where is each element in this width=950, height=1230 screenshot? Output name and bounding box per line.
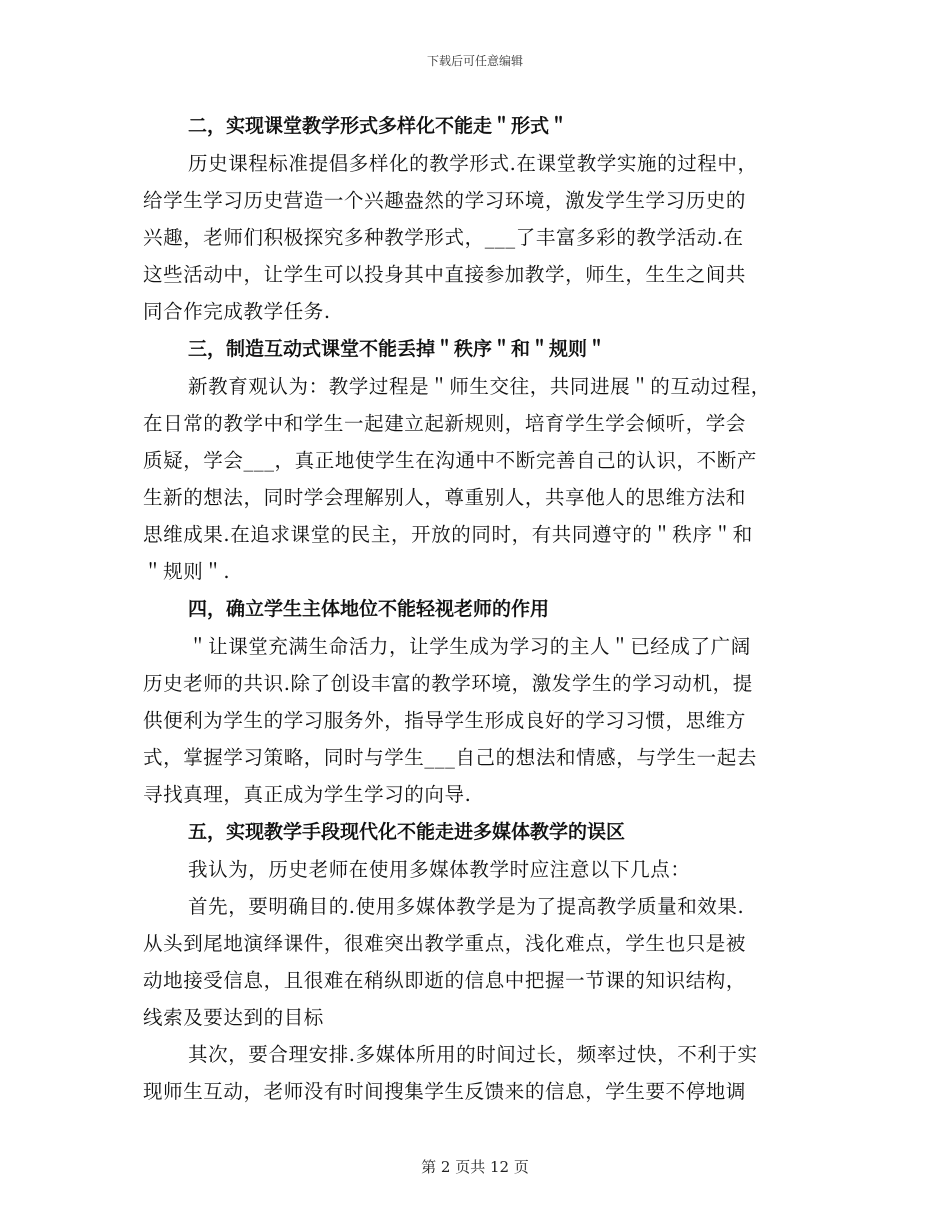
paragraph-line: 同合作完成教学任务. bbox=[143, 300, 331, 323]
page-header: 下载后可任意编辑 bbox=[426, 54, 523, 68]
paragraph-line: 寻找真理，真正成为学生学习的向导. bbox=[143, 783, 472, 806]
paragraph-line: 给学生学习历史营造一个兴趣盎然的学习环境，激发学生学习历史的 bbox=[143, 189, 747, 212]
section-heading: 二，实现课堂教学形式多样化不能走＂形式＂ bbox=[188, 115, 569, 137]
paragraph-line: 历史课程标准提倡多样化的教学形式.在课堂教学实施的过程中， bbox=[188, 152, 758, 175]
paragraph-line: 供便利为学生的学习服务外，指导学生形成良好的学习习惯，思维方 bbox=[143, 709, 747, 732]
paragraph-line: 首先，要明确目的.使用多媒体教学是为了提高教学质量和效果. bbox=[188, 895, 745, 918]
paragraph-line: 生新的想法，同时学会理解别人，尊重别人，共享他人的思维方法和 bbox=[143, 486, 747, 509]
section-heading: 四，确立学生主体地位不能轻视老师的作用 bbox=[188, 598, 550, 620]
paragraph-line: 线索及要达到的目标 bbox=[143, 1006, 324, 1029]
paragraph-line: 质疑，学会___，真正地使学生在沟通中不断完善自己的认识，不断产 bbox=[143, 449, 757, 472]
paragraph-line: 思维成果.在追求课堂的民主，开放的同时，有共同遵守的＂秩序＂和 bbox=[143, 523, 753, 546]
paragraph-line: 兴趣，老师们积极探究多种教学形式，___了丰富多彩的教学活动.在 bbox=[143, 226, 744, 249]
paragraph-line: 动地接受信息，且很难在稍纵即逝的信息中把握一节课的知识结构， bbox=[143, 969, 747, 992]
paragraph-line: 我认为，历史老师在使用多媒体教学时应注意以下几点： bbox=[188, 858, 691, 881]
section-heading: 三，制造互动式课堂不能丢掉＂秩序＂和＂规则＂ bbox=[188, 338, 607, 360]
paragraph-line: 新教育观认为：教学过程是＂师生交往，共同进展＂的互动过程， bbox=[188, 375, 771, 398]
paragraph-line: 在日常的教学中和学生一起建立起新规则，培育学生学会倾听，学会 bbox=[143, 412, 747, 435]
document-body bbox=[143, 107, 807, 1110]
paragraph-line: 历史老师的共识.除了创设丰富的教学环境，激发学生的学习动机，提 bbox=[143, 672, 753, 695]
section-heading: 五，实现教学手段现代化不能走进多媒体教学的误区 bbox=[188, 821, 626, 843]
paragraph-line: ＂让课堂充满生命活力，让学生成为学习的主人＂已经成了广阔 bbox=[188, 635, 751, 658]
paragraph-line: 式，掌握学习策略，同时与学生___自己的想法和情感，与学生一起去 bbox=[143, 746, 757, 769]
paragraph-line: 其次，要合理安排.多媒体所用的时间过长，频率过快，不利于实 bbox=[188, 1043, 758, 1066]
page-footer: 第 2 页共 12 页 bbox=[421, 1158, 529, 1176]
paragraph-line: ＂规则＂. bbox=[143, 560, 231, 583]
paragraph-line: 现师生互动，老师没有时间搜集学生反馈来的信息，学生要不停地调 bbox=[143, 1080, 747, 1103]
paragraph-line: 从头到尾地演绎课件，很难突出教学重点，浅化难点，学生也只是被 bbox=[143, 932, 747, 955]
paragraph-line: 这些活动中，让学生可以投身其中直接参加教学，师生，生生之间共 bbox=[143, 263, 747, 286]
